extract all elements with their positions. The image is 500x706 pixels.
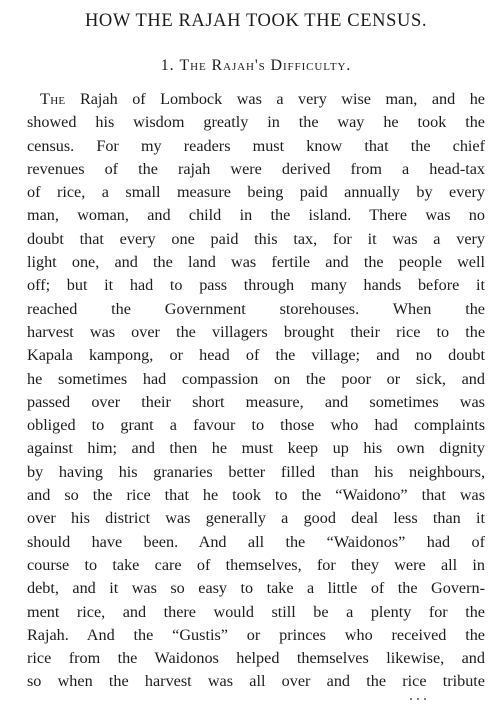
- line-text: passed over their short measure, and sometimes was: [27, 392, 485, 411]
- text-line: [27, 274, 485, 297]
- line-text: revenues of the rajah were derived from a head-tax: [27, 159, 485, 178]
- text-line: [27, 391, 485, 414]
- text-line: [27, 181, 485, 204]
- line-text: Kapala kampong, or head of the village; and no doubt: [27, 346, 485, 365]
- text-line: [27, 437, 485, 460]
- text-line: [27, 601, 485, 624]
- line-text: and so the rice that he took to the “Waidono” that was: [27, 486, 485, 505]
- line-text: should have been. And all the “Waidonos” had of: [27, 532, 485, 551]
- text-line: [27, 461, 485, 484]
- section-heading: [27, 54, 485, 78]
- text-line: [27, 321, 485, 344]
- text-line: [27, 88, 485, 111]
- section-number: 1.: [160, 57, 175, 74]
- text-line: [27, 251, 485, 274]
- line-text: doubt that every one paid this tax, for it was a very: [27, 229, 485, 248]
- lead-word: The: [40, 90, 66, 108]
- line-text: man, woman, and child in the island. There was no: [27, 206, 485, 225]
- body-text: [27, 88, 485, 694]
- text-line: [27, 624, 485, 647]
- line-text: ment rice, and there would still be a plenty for the: [27, 602, 485, 621]
- line-text: he sometimes had compassion on the poor or sick, and: [27, 369, 485, 388]
- chapter-title: HOW THE RAJAH TOOK THE CENSUS.: [84, 11, 428, 31]
- text-line: [27, 368, 485, 391]
- line-text: so when the harvest was all over and the rice tribute: [27, 672, 485, 691]
- text-line: [27, 531, 485, 554]
- line-text: by having his granaries better filled than his neighbours,: [27, 462, 485, 481]
- text-line: [27, 135, 485, 158]
- text-line: [27, 484, 485, 507]
- line-text: course to take care of themselves, for they were all in: [27, 555, 485, 574]
- text-line: [27, 647, 485, 670]
- line-text: rice from the Waidonos helped themselves likewise, and: [27, 649, 485, 668]
- line-text: obliged to grant a favour to those who had complaints: [27, 416, 485, 435]
- line-text: off; but it had to pass through many hands before it: [27, 276, 485, 295]
- text-line: [27, 158, 485, 181]
- line-text: light one, and the land was fertile and the people well: [27, 253, 485, 272]
- line-text: Rajah of Lombock was a very wise man, and he: [65, 90, 485, 108]
- line-text: showed his wisdom greatly in the way he took the: [27, 113, 485, 132]
- line-text: reached the Government storehouses. When the: [27, 299, 485, 318]
- line-text: debt, and it was so easy to take a little of the Govern-: [27, 579, 485, 598]
- text-line: [27, 414, 485, 437]
- text-line: [27, 204, 485, 227]
- line-text: Rajah. And the “Gustis” or princes who received the: [27, 625, 485, 644]
- text-line: [27, 344, 485, 367]
- line-text: against him; and then he must keep up his own dignity: [27, 439, 485, 458]
- text-line: [27, 228, 485, 251]
- text-line: [27, 577, 485, 600]
- text-line: [27, 670, 485, 693]
- text-line: [27, 111, 485, 134]
- line-text: harvest was over the villagers brought their rice to the: [27, 322, 485, 341]
- line-text: census. For my readers must know that the chief: [27, 136, 485, 155]
- section-title: The Rajah's Difficulty.: [179, 57, 352, 74]
- line-text: over his district was generally a good deal less than it: [27, 509, 485, 528]
- line-text: of rice, a small measure being paid annually by every: [27, 183, 485, 202]
- text-line: [27, 507, 485, 530]
- printer-mark: [410, 698, 428, 702]
- text-line: [27, 554, 485, 577]
- text-line: [27, 298, 485, 321]
